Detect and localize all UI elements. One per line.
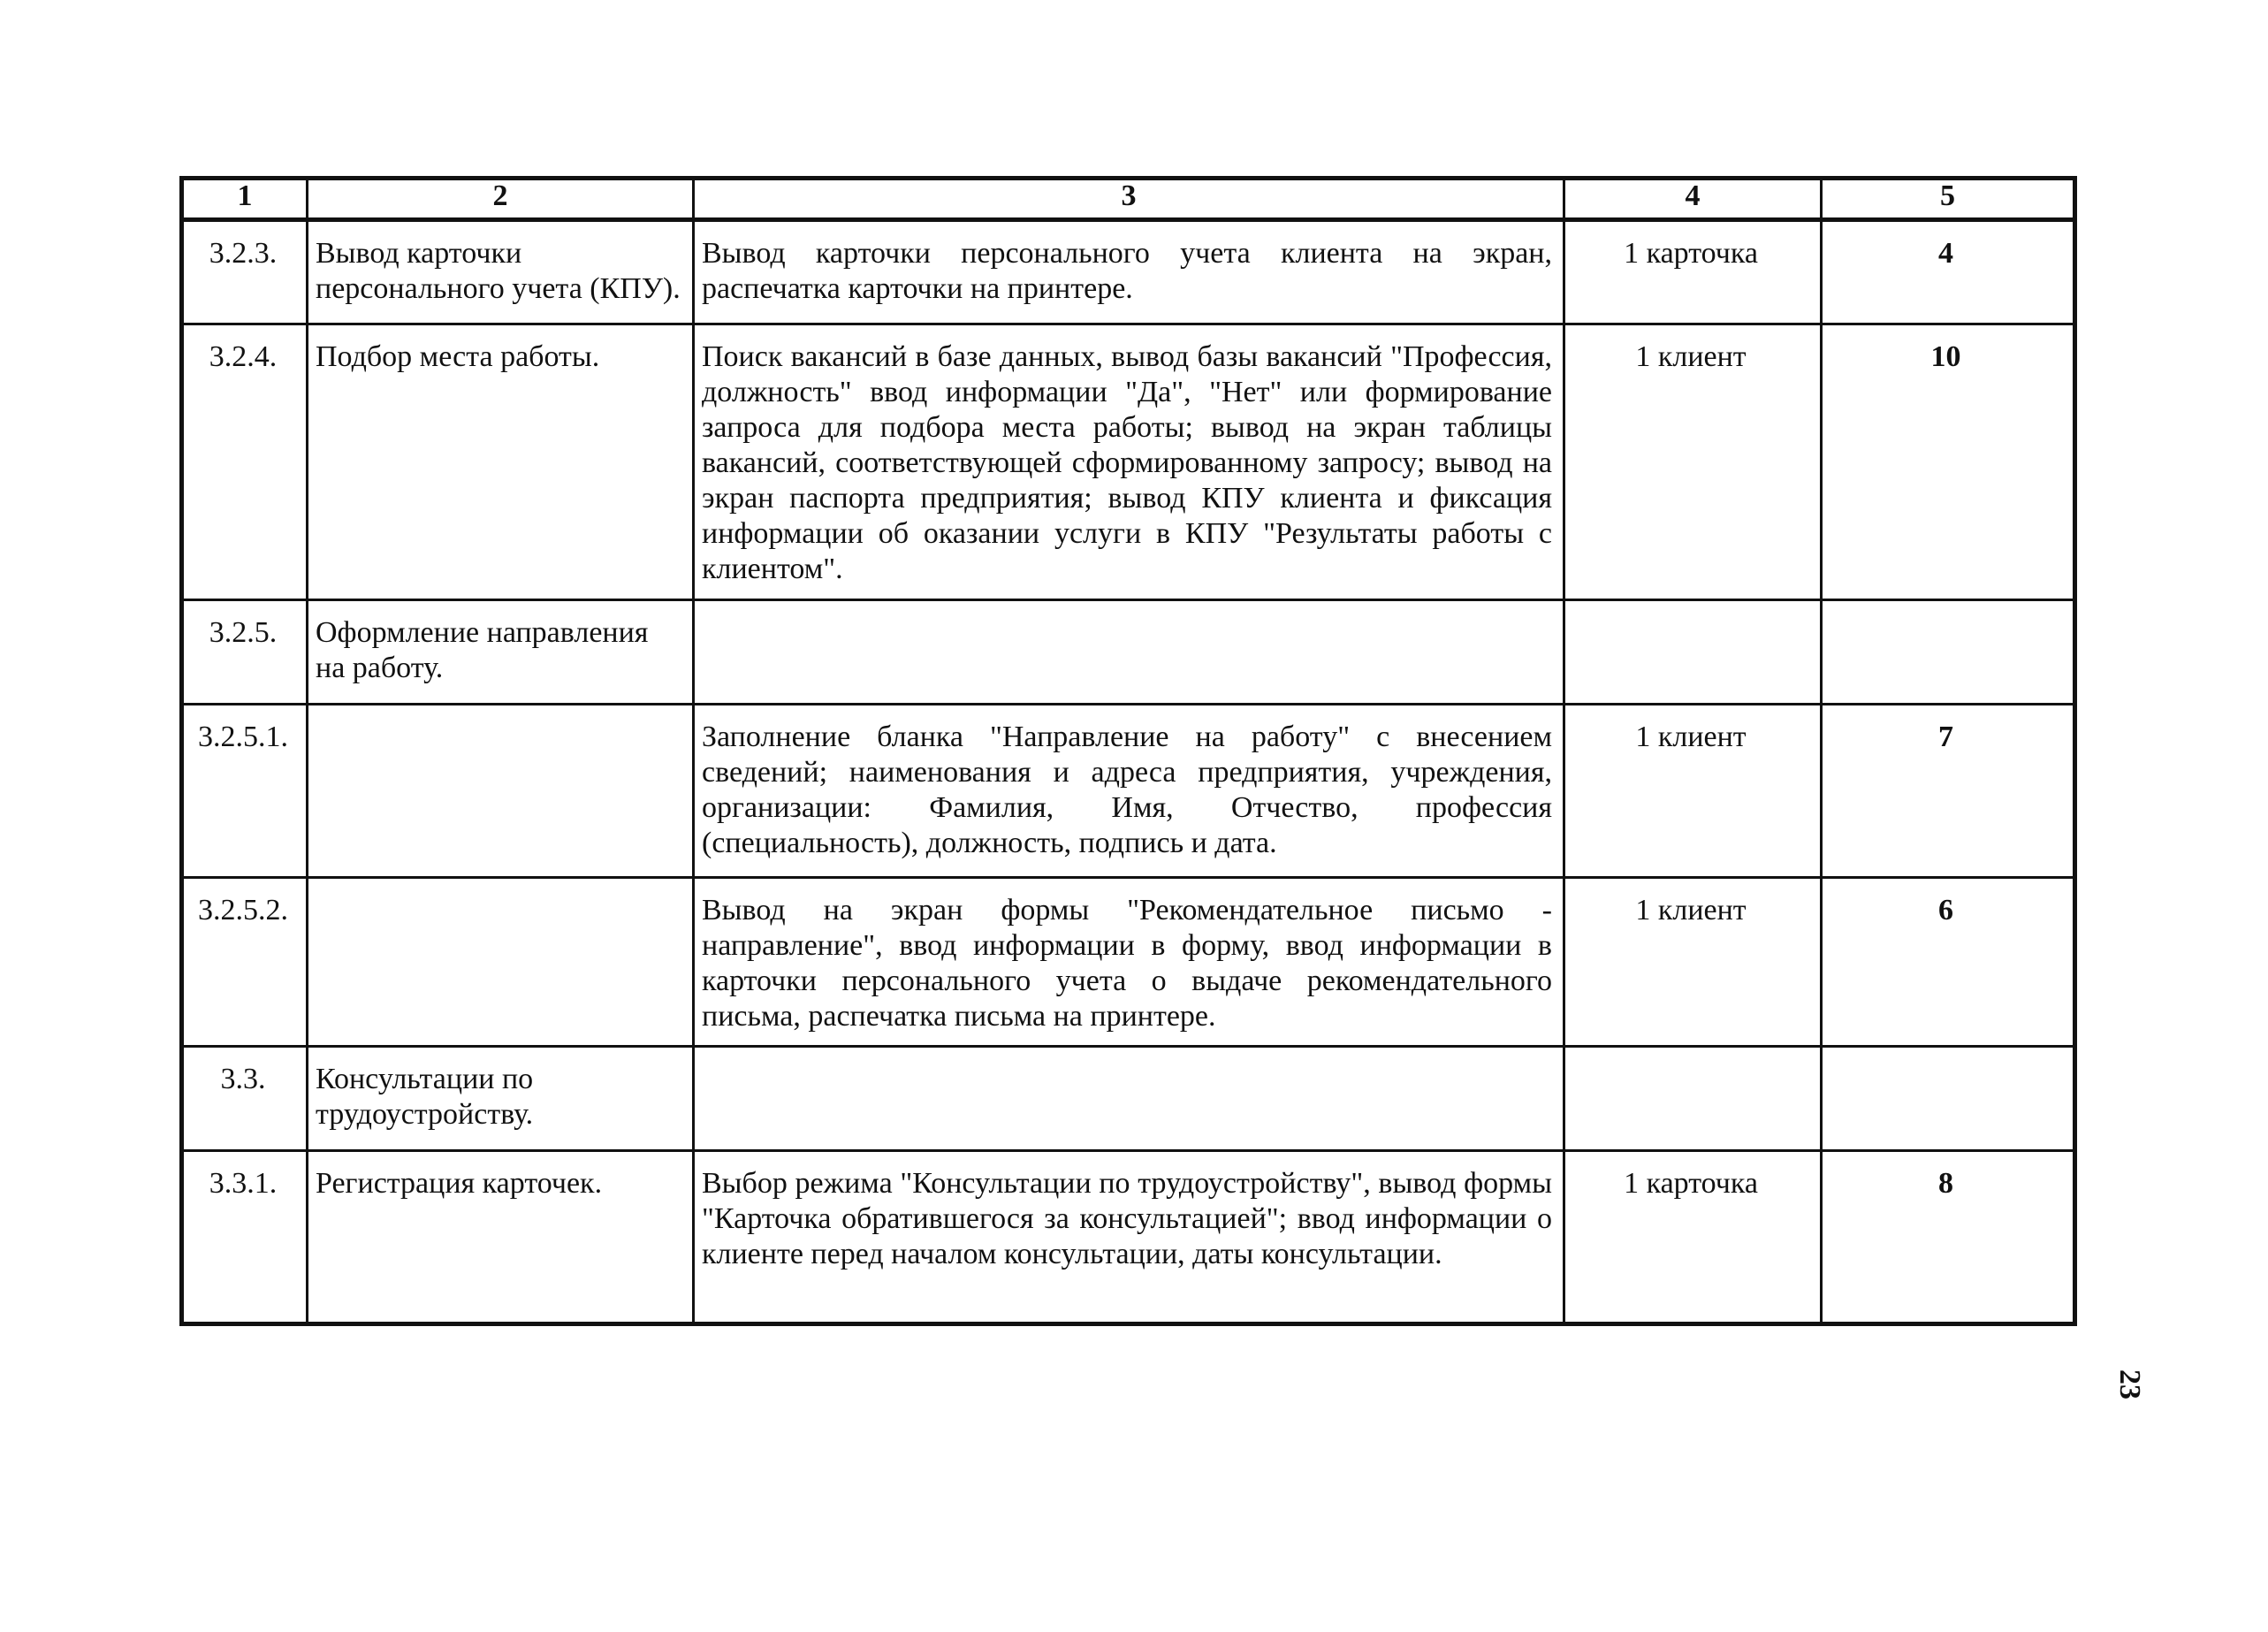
page-number: 23	[2113, 1369, 2146, 1399]
row-description: Выбор режима "Консультации по трудоустройству", вывод формы "Карточка обратившегося за консультацией"; ввод информации о клиенте перед началом консультации, даты консультации.	[694, 1151, 1564, 1324]
row-unit: 1 клиент	[1564, 705, 1822, 878]
row-name	[308, 705, 694, 878]
row-number: 3.2.5.1.	[182, 705, 308, 878]
row-value: 8	[1822, 1151, 2075, 1324]
table-header-row	[182, 179, 2075, 220]
row-value	[1822, 1047, 2075, 1151]
row-description: Поиск вакансий в базе данных, вывод базы вакансий "Профессия, должность" ввод информации "Да", "Нет" или формирование запроса для подбора места работы; вывод на экран таблицы вакансий, соответствующей сформированному запросу; вывод на экран паспорта предприятия; вывод КПУ клиента и фиксация информации об оказании услуги в КПУ "Результаты работы с клиентом".	[694, 324, 1564, 600]
row-name: Подбор места работы.	[308, 324, 694, 600]
row-unit: 1 карточка	[1564, 1151, 1822, 1324]
row-description	[694, 1047, 1564, 1151]
table-row	[182, 705, 2075, 878]
row-description: Заполнение бланка "Направление на работу" с внесением сведений; наименования и адреса предприятия, учреждения, организации: Фамилия, Имя, Отчество, профессия (специальность), должность, подпись и дата.	[694, 705, 1564, 878]
row-description: Вывод на экран формы "Рекомендательное письмо - направление", ввод информации в форму, ввод информации в карточки персонального учета о выдаче рекомендательного письма, распечатка письма на принтере.	[694, 878, 1564, 1047]
table-row	[182, 1151, 2075, 1324]
table-row	[182, 324, 2075, 600]
row-description: Вывод карточки персонального учета клиента на экран, распечатка карточки на принтере.	[694, 220, 1564, 324]
header-col-1: 1	[182, 179, 308, 220]
header-col-3: 3	[694, 179, 1564, 220]
row-unit: 1 карточка	[1564, 220, 1822, 324]
table-row	[182, 600, 2075, 705]
row-description	[694, 600, 1564, 705]
row-name: Регистрация карточек.	[308, 1151, 694, 1324]
row-name: Вывод карточки персонального учета (КПУ).	[308, 220, 694, 324]
row-number: 3.2.5.2.	[182, 878, 308, 1047]
row-name: Консультации по трудоустройству.	[308, 1047, 694, 1151]
row-unit: 1 клиент	[1564, 878, 1822, 1047]
row-value: 4	[1822, 220, 2075, 324]
table-row	[182, 878, 2075, 1047]
row-name	[308, 878, 694, 1047]
row-unit	[1564, 1047, 1822, 1151]
row-value: 7	[1822, 705, 2075, 878]
header-col-5: 5	[1822, 179, 2075, 220]
row-number: 3.2.4.	[182, 324, 308, 600]
row-value: 10	[1822, 324, 2075, 600]
row-name: Оформление направления на работу.	[308, 600, 694, 705]
header-col-2: 2	[308, 179, 694, 220]
row-value	[1822, 600, 2075, 705]
row-unit	[1564, 600, 1822, 705]
row-number: 3.2.5.	[182, 600, 308, 705]
table-row	[182, 1047, 2075, 1151]
row-value: 6	[1822, 878, 2075, 1047]
row-number: 3.2.3.	[182, 220, 308, 324]
header-col-4: 4	[1564, 179, 1822, 220]
row-number: 3.3.	[182, 1047, 308, 1151]
row-number: 3.3.1.	[182, 1151, 308, 1324]
row-unit: 1 клиент	[1564, 324, 1822, 600]
services-table	[179, 176, 2077, 1326]
table-row	[182, 220, 2075, 324]
